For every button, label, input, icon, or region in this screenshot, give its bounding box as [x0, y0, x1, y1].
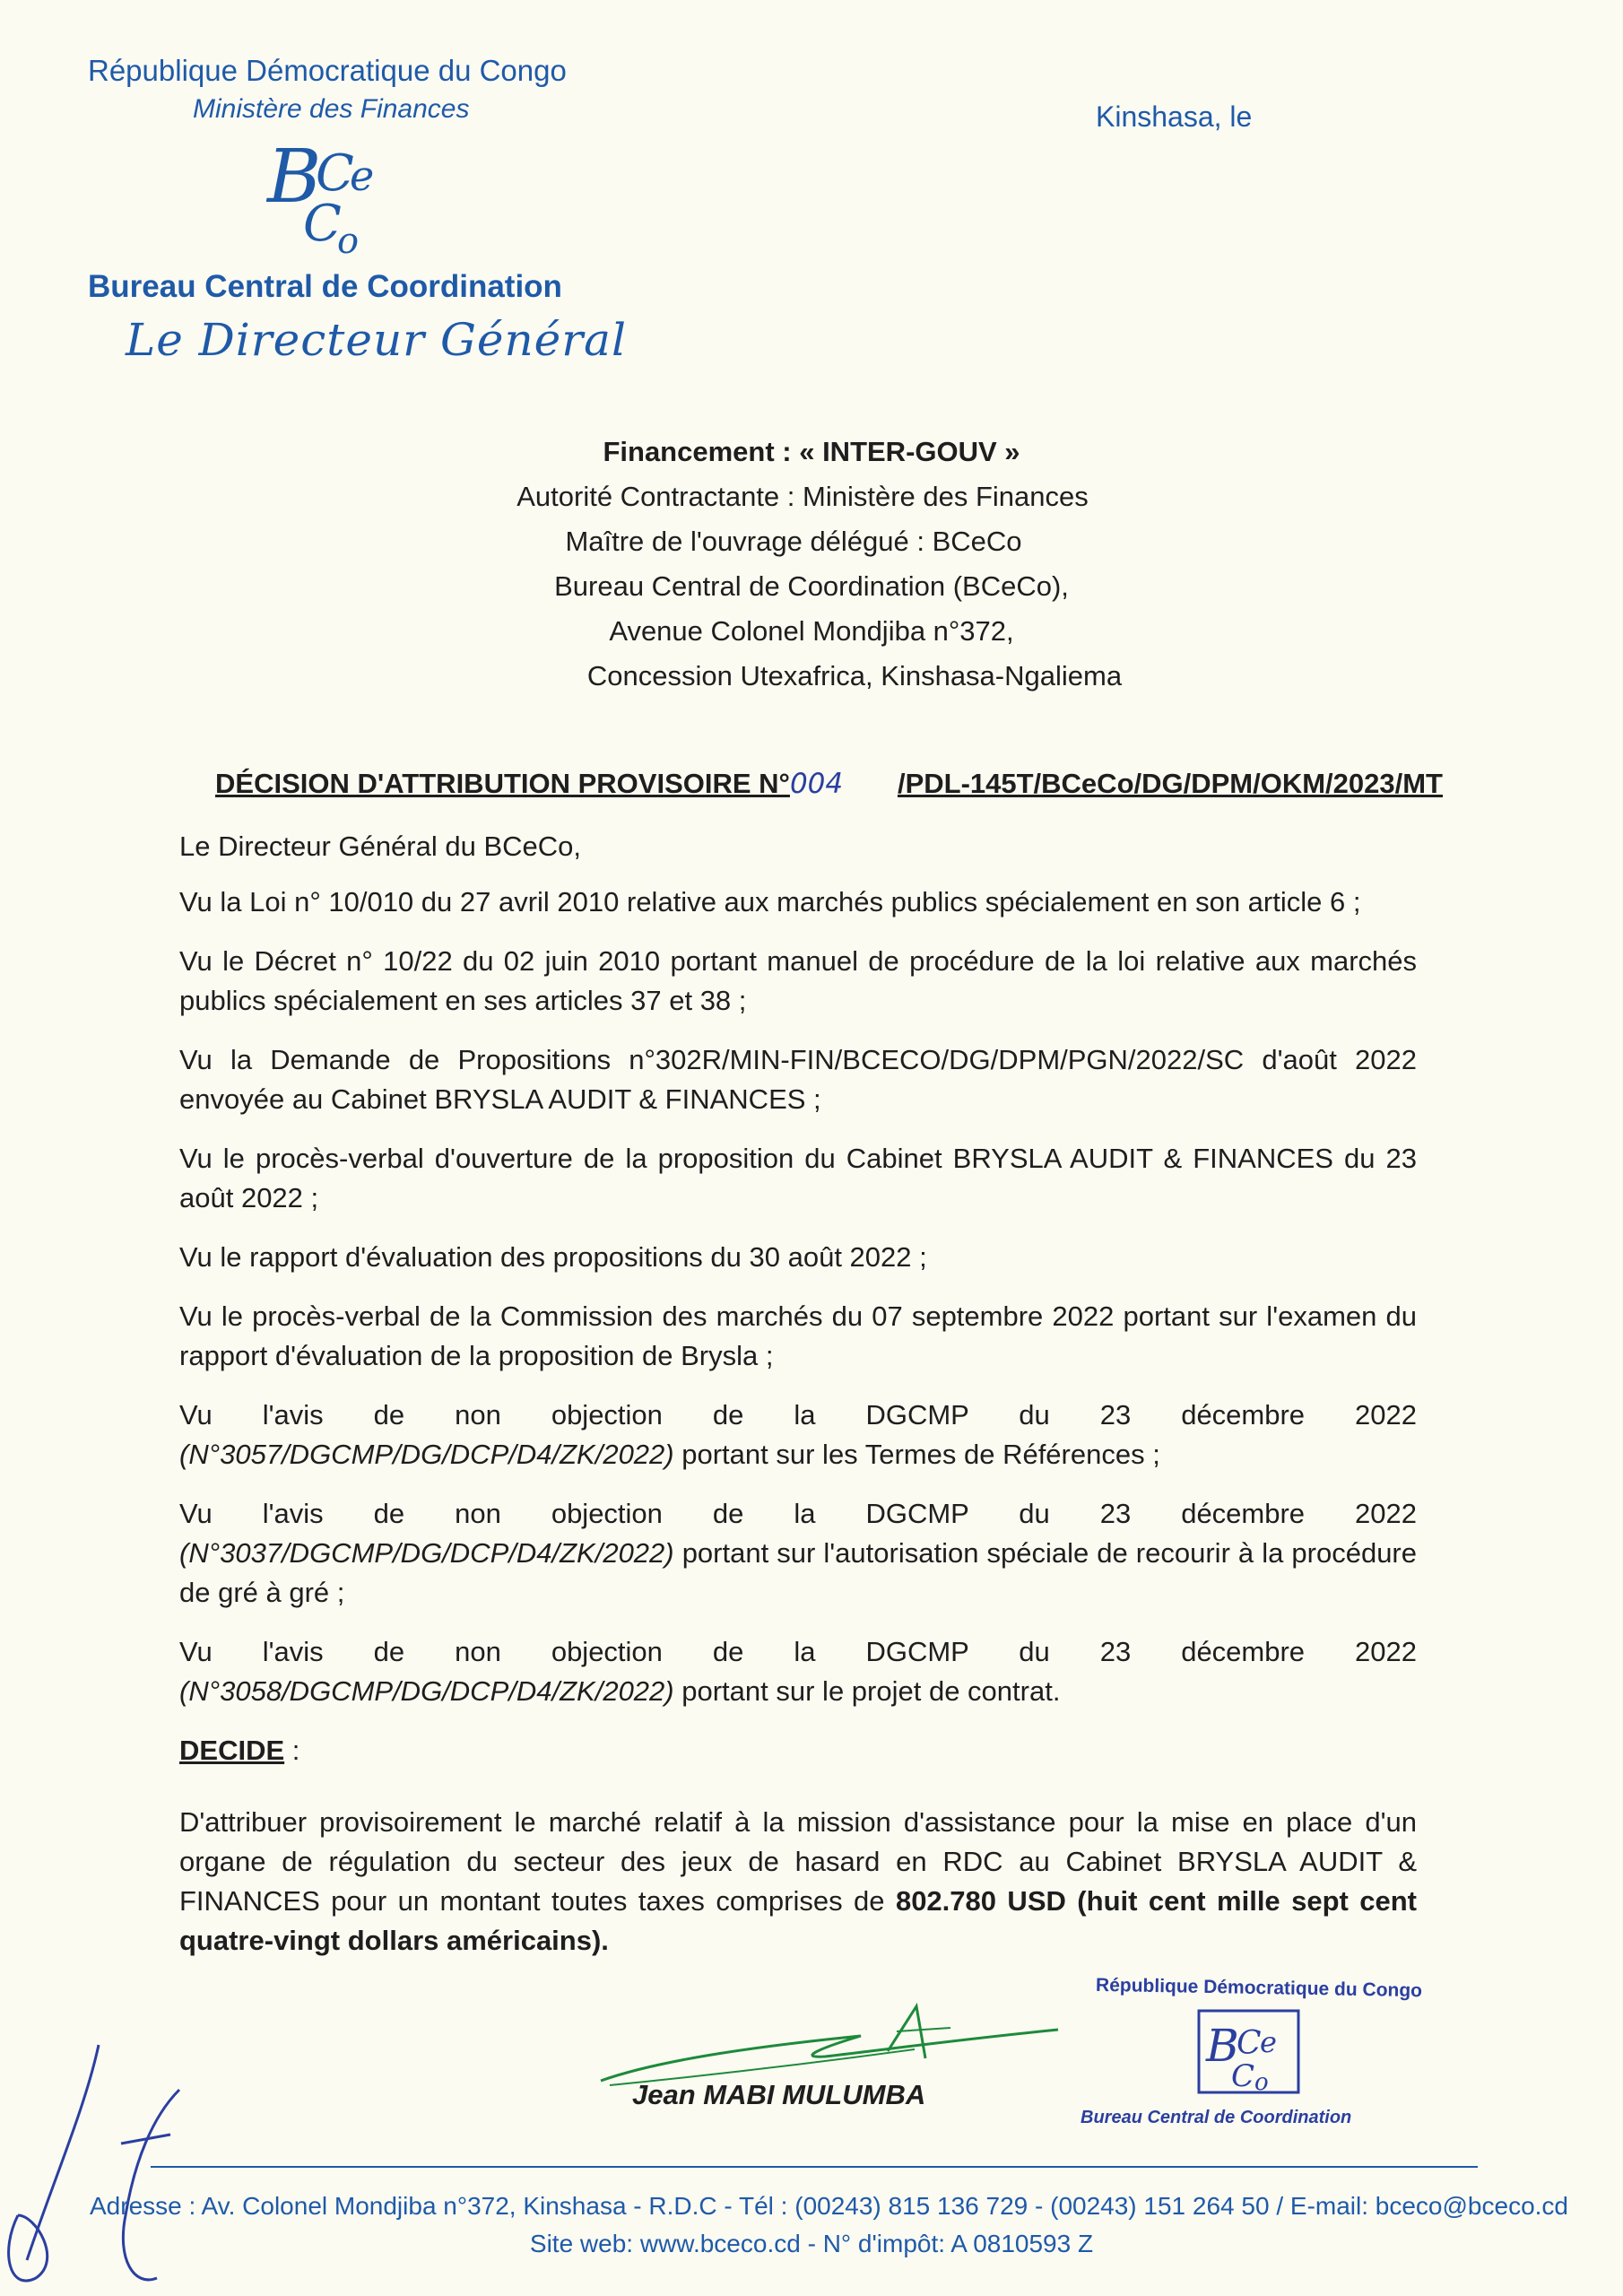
decision-body	[179, 827, 1417, 1980]
svg-text:C: C	[1231, 2058, 1255, 2094]
header-republic: République Démocratique du Congo	[88, 54, 567, 87]
stamp-republic: République Démocratique du Congo	[1095, 1974, 1423, 2002]
visa-9-subject: portant sur le projet de contrat.	[681, 1675, 1061, 1707]
body-visa-1: Vu la Loi n° 10/010 du 27 avril 2010 relative aux marchés publics spécialement en son article 6 ;	[179, 886, 1361, 918]
svg-text:C: C	[316, 144, 354, 203]
svg-text:B: B	[267, 135, 322, 220]
decide-heading: DECIDE	[179, 1735, 285, 1766]
body-visa-6: Vu le procès-verbal de la Commission des marchés du 07 septembre 2022 portant sur l'examen du rapport d'évaluation de la proposition de Brysla ;	[179, 1300, 1417, 1371]
visa-8-subject: portant sur l'autorisation spéciale de recourir à la procédure de gré à gré ;	[179, 1537, 1417, 1608]
body-visa-8	[179, 1494, 1417, 1613]
body-visa-2: Vu le Décret n° 10/22 du 02 juin 2010 portant manuel de procédure de la loi relative aux marchés publics spécialement en ses articles 37 et 38 ;	[179, 945, 1417, 1016]
visa-7-ref: (N°3057/DGCMP/DG/DCP/D4/ZK/2022)	[179, 1439, 674, 1470]
header-ministry: Ministère des Finances	[193, 94, 470, 124]
stamp-bureau: Bureau Central de Coordination	[1081, 2108, 1352, 2127]
funding-avenue: Avenue Colonel Mondjiba n°372,	[609, 615, 1014, 647]
funding-owner: Maître de l'ouvrage délégué : BCeCo	[565, 526, 1022, 557]
svg-text:o: o	[1254, 2069, 1269, 2094]
svg-text:C: C	[303, 195, 342, 253]
body-visa-4: Vu le procès-verbal d'ouverture de la proposition du Cabinet BRYSLA AUDIT & FINANCES du 23 août 2022 ;	[179, 1143, 1417, 1213]
funding-bureau: Bureau Central de Coordination (BCeCo),	[554, 570, 1069, 602]
footer-site: Site web: www.bceco.cd - N° d'impôt: A 0810593 Z	[529, 2230, 1094, 2257]
funding-authority: Autorité Contractante : Ministère des Finances	[516, 481, 1089, 512]
decide-colon: :	[284, 1735, 300, 1766]
body-visa-5: Vu le rapport d'évaluation des propositions du 30 août 2022 ;	[179, 1241, 927, 1273]
visa-7-subject: portant sur les Termes de Références ;	[681, 1439, 1160, 1470]
svg-text:e: e	[1260, 2025, 1277, 2059]
visa-8-text: Vu l'avis de non objection de la DGCMP du 23 décembre 2022	[179, 1498, 1417, 1529]
stamp-logo	[1197, 2009, 1300, 2094]
header-city-date: Kinshasa, le	[1096, 100, 1253, 133]
body-visa-3: Vu la Demande de Propositions n°302R/MIN-FIN/BCECO/DG/DPM/PGN/2022/SC d'août 2022 envoyée au Cabinet BRYSLA AUDIT & FINANCES ;	[179, 1044, 1417, 1115]
visa-9-text: Vu l'avis de non objection de la DGCMP du 23 décembre 2022	[179, 1636, 1417, 1667]
decision-title-prefix: DÉCISION D'ATTRIBUTION PROVISOIRE N°	[215, 768, 790, 799]
decision-number: 004	[789, 768, 844, 800]
funding-financing: Financement : « INTER-GOUV »	[603, 436, 1020, 467]
footer-divider	[151, 2166, 1478, 2168]
header-director-title: Le Directeur Général	[126, 314, 627, 366]
svg-text:C: C	[1237, 2025, 1262, 2062]
body-intro: Le Directeur Général du BCeCo,	[179, 831, 582, 862]
visa-8-ref: (N°3037/DGCMP/DG/DCP/D4/ZK/2022)	[179, 1537, 674, 1569]
visa-9-ref: (N°3058/DGCMP/DG/DCP/D4/ZK/2022)	[179, 1675, 674, 1707]
body-award	[179, 1803, 1417, 1961]
body-visa-7	[179, 1396, 1417, 1474]
decision-title-suffix: /PDL-145T/BCeCo/DG/DPM/OKM/2023/MT	[897, 768, 1443, 799]
visa-7-text: Vu l'avis de non objection de la DGCMP du 23 décembre 2022	[179, 1399, 1417, 1431]
svg-text:e: e	[350, 152, 375, 200]
bceco-logo	[260, 135, 412, 260]
header-bureau: Bureau Central de Coordination	[88, 269, 562, 304]
svg-text:B: B	[1206, 2020, 1239, 2072]
signer-name: Jean MABI MULUMBA	[632, 2079, 926, 2110]
funding-concession: Concession Utexafrica, Kinshasa-Ngaliema	[586, 660, 1123, 691]
body-visa-9	[179, 1632, 1417, 1711]
svg-text:o: o	[337, 221, 360, 260]
decision-title	[215, 768, 1443, 800]
award-text: D'attribuer provisoirement le marché relatif à la mission d'assistance pour la mise en place d'un organe de régulation du secteur des jeux de hasard en RDC au Cabinet BRYSLA AUDIT & FINANCES pour un montant toutes taxes comprises de	[179, 1806, 1417, 1917]
award-amount: 802.780 USD (huit cent mille sept cent quatre-vingt dollars américains).	[179, 1885, 1417, 1956]
footer-address: Adresse : Av. Colonel Mondjiba n°372, Kinshasa - R.D.C - Tél : (00243) 815 136 729 - (00243) 151 264 50 / E-mail: bceco@bceco.cd	[90, 2192, 1568, 2220]
body-decide	[179, 1731, 1417, 1770]
